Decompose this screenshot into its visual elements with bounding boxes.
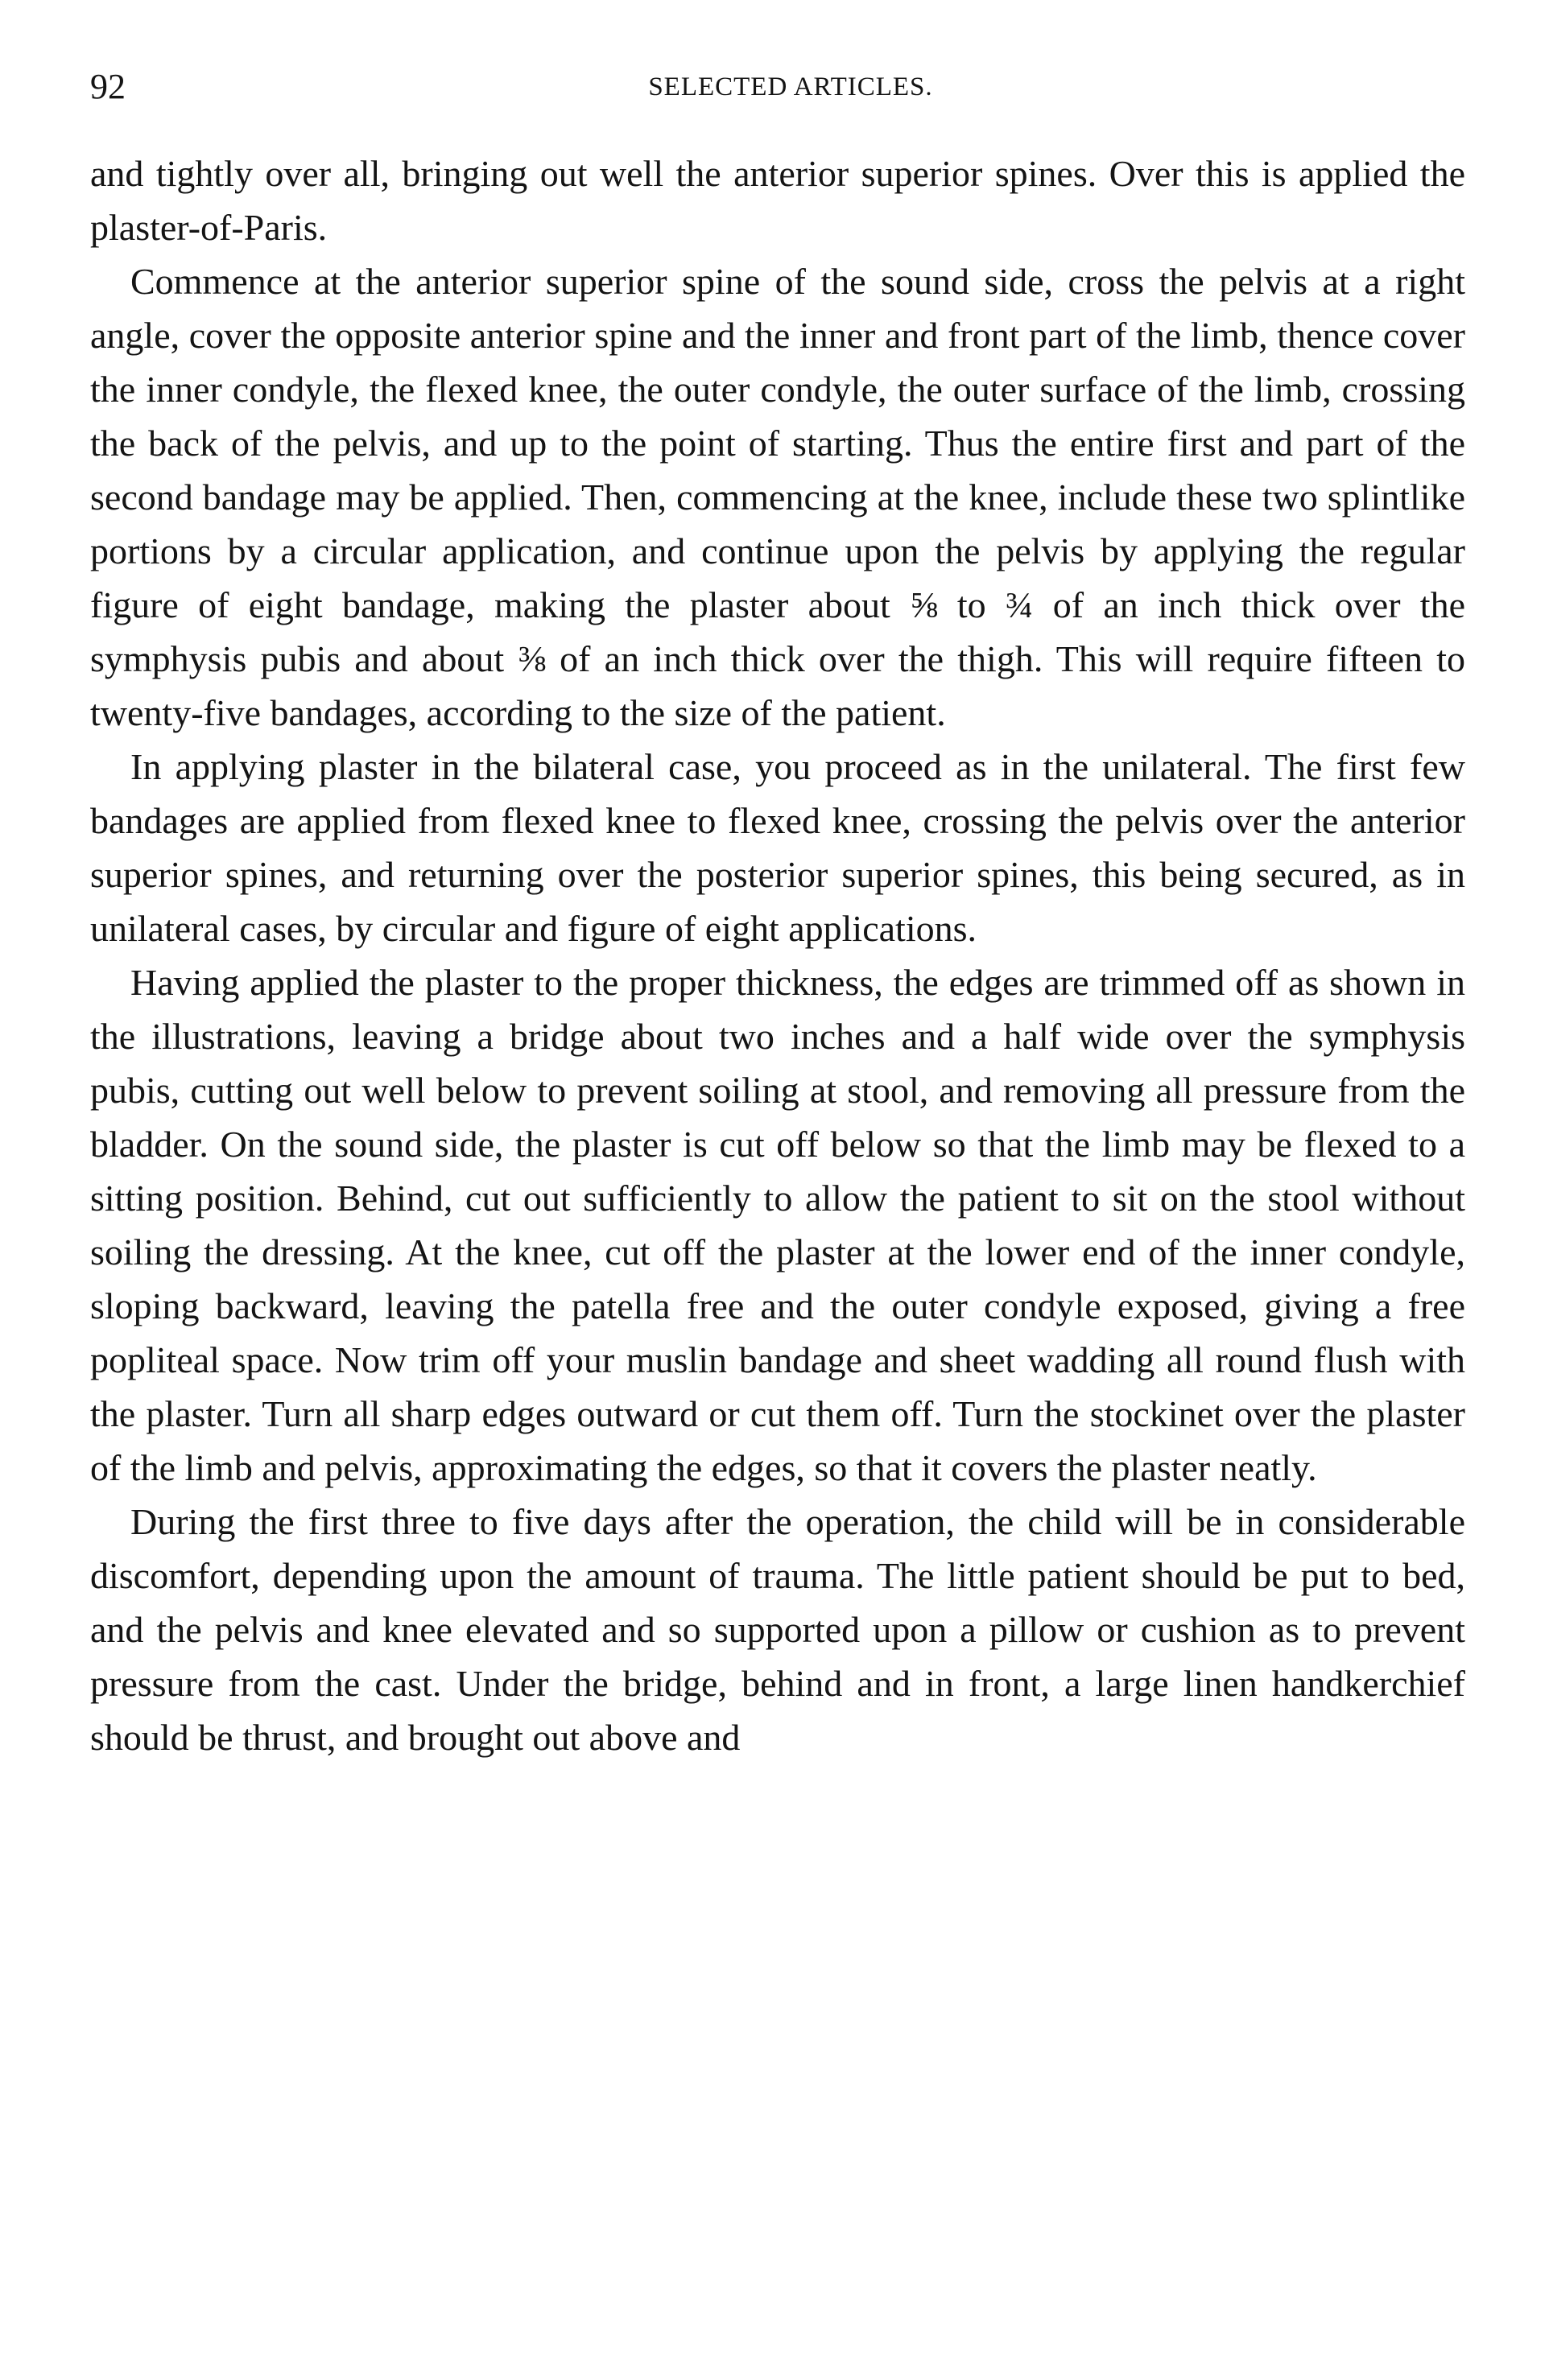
running-title: SELECTED ARTICLES. bbox=[648, 72, 933, 101]
running-head bbox=[90, 63, 1459, 111]
paragraph-postoperative-care: During the first three to five days after the operation, the child will be in considerable discomfort, depending upon the amount of trauma. The little patient should be put to bed, and the pelvis and knee elevated and so supported upon a pillow or cushion as to prevent pressure from the cast. Under the bridge, behind and in front, a large linen handkerchief should be thrust, and brought out above and bbox=[90, 1501, 1465, 1758]
page-number: 92 bbox=[90, 67, 126, 106]
paragraph-continued: and tightly over all, bringing out well the anterior superior spines. Over this is applied the plaster-of-Paris. bbox=[90, 153, 1465, 248]
paragraph-bilateral-case: In applying plaster in the bilateral case, you proceed as in the unilateral. The first few bandages are applied from flexed knee to flexed knee, crossing the pelvis over the anterior superior spines, and returning over the posterior superior spines, this being secured, as in unilateral cases, by circular and figure of eight applications. bbox=[90, 746, 1465, 949]
body-text bbox=[90, 146, 1465, 1764]
paragraph-trimming-edges: Having applied the plaster to the proper thickness, the edges are trimmed off as shown in the illustrations, leaving a bridge about two inches and a half wide over the symphysis pubis, cutting out well below to prevent soiling at stool, and removing all pressure from the bladder. On the sound side, the plaster is cut off below so that the limb may be flexed to a sitting position. Behind, cut out sufficiently to allow the patient to sit on the stool without soiling the dressing. At the knee, cut off the plaster at the lower end of the inner condyle, sloping backward, leaving the patella free and the outer condyle exposed, giving a free popliteal space. Now trim off your muslin bandage and sheet wadding all round flush with the plaster. Turn all sharp edges outward or cut them off. Turn the stockinet over the plaster of the limb and pelvis, approximating the edges, so that it covers the plaster neatly. bbox=[90, 962, 1465, 1488]
paragraph-cast-application: Commence at the anterior superior spine of the sound side, cross the pelvis at a right angle, cover the opposite anterior spine and the inner and front part of the limb, thence cover the inner condyle, the flexed knee, the outer condyle, the outer surface of the limb, crossing the back of the pelvis, and up to the point of starting. Thus the entire first and part of the second bandage may be applied. Then, commencing at the knee, include these two splintlike portions by a circular application, and continue upon the pelvis by applying the regular figure of eight bandage, making the plaster about ⅝ to ¾ of an inch thick over the symphysis pubis and about ⅜ of an inch thick over the thigh. This will require fifteen to twenty-five bandages, according to the size of the patient. bbox=[90, 261, 1465, 733]
